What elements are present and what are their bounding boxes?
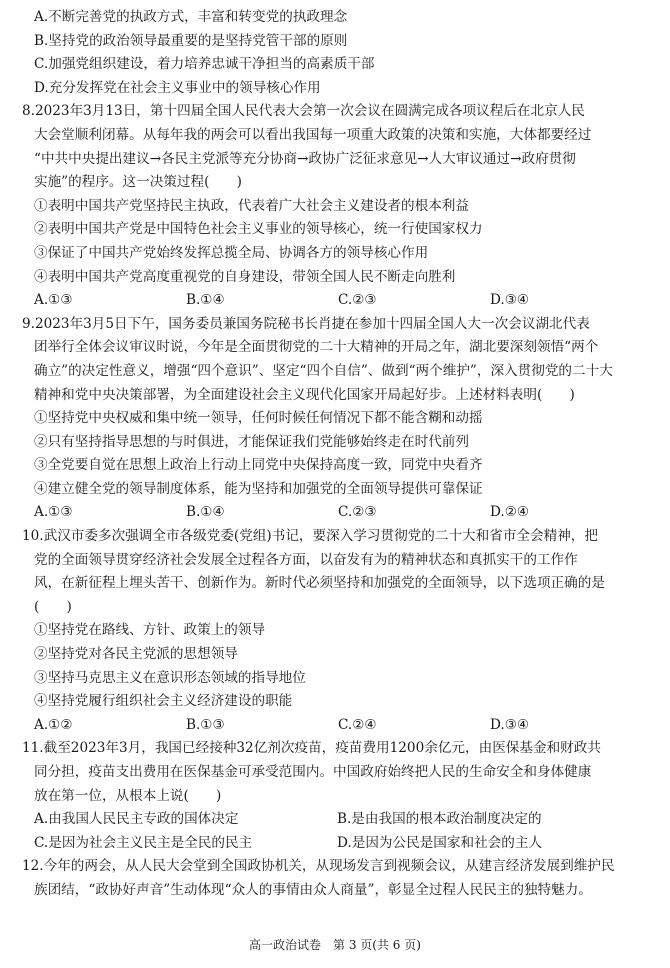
answer-option: D.是因为公民是国家和社会的主人: [337, 834, 543, 851]
statement-item: ②只有坚持指导思想的与时俱进，才能保证我们党能够始终走在时代前列: [34, 433, 469, 450]
question-stem: ( ): [34, 598, 72, 615]
question-stem: 确立”的决定性意义，增强“四个意识”、坚定“四个自信”、做到“两个维护”，深入贯彻党的二十大: [34, 362, 613, 379]
question-stem: 党的全面领导贯穿经济社会发展全过程各方面，以奋发有为的精神状态和真抓实干的工作作: [34, 551, 578, 568]
answer-option: A.由我国人民民主专政的国体决定: [34, 811, 239, 828]
question-11: [22, 737, 656, 855]
question-10: [22, 525, 656, 737]
page-footer: 高一政治试卷 第 3 页(共 6 页): [249, 938, 421, 952]
answer-option: A.①③: [34, 292, 73, 309]
statement-item: ④表明中国共产党高度重视党的自身建设，带领全国人民不断走向胜利: [34, 268, 456, 285]
statement-item: ②坚持党对各民主党派的思想领导: [34, 646, 238, 663]
question-stem: 精神和党中央决策部署，为全面建设社会主义现代化国家开局起好步。上述材料表明( ): [34, 386, 575, 403]
statement-item: ②表明中国共产党是中国特色社会主义事业的领导核心，统一行使国家权力: [34, 221, 483, 238]
statement-item: ①坚持党中央权威和集中统一领导，任何时候任何情况下都不能含糊和动摇: [34, 410, 483, 427]
answer-option: C.是因为社会主义民主是全民的民主: [34, 834, 253, 851]
question-stem: 放在第一位，从根本上说( ): [34, 787, 222, 804]
pre-options: [22, 6, 656, 100]
option-line: A.不断完善党的执政方式，丰富和转变党的执政理念: [34, 9, 348, 25]
statement-item: ①坚持党在路线、方针、政策上的领导: [34, 622, 266, 639]
question-stem: 8.2023年3月13日，第十四届全国人民代表大会第一次会议在圆满完成各项议程后在北京人民: [22, 103, 585, 120]
question-12: [22, 855, 656, 902]
question-stem: 10.武汉市委多次强调全市各级党委(党组)书记，要深入学习贯彻党的二十大和省市全会精神，把: [22, 528, 598, 545]
statement-item: ③保证了中国共产党始终发挥总揽全局、协调各方的领导核心作用: [34, 244, 429, 261]
answer-options: [22, 714, 656, 738]
question-stem: 实施”的程序。这一决策过程( ): [34, 174, 242, 191]
question-stem: 同分担，疫苗支出费用在医保基金可承受范围内。中国政府始终把人民的生命安全和身体健康: [34, 764, 592, 780]
option-line: B.坚持党的政治领导最重要的是坚持党管干部的原则: [34, 32, 348, 49]
answer-options: [22, 289, 656, 313]
question-stem: 团举行全体会议审议时说，今年是全面贯彻党的二十大精神的开局之年，湖北要深刻领悟“两个: [34, 339, 599, 356]
answer-options: [22, 808, 656, 832]
answer-option: D.②④: [490, 504, 530, 521]
answer-option: B.是由我国的根本政治制度决定的: [337, 811, 542, 828]
question-stem: 9.2023年3月5日下午，国务委员兼国务院秘书长肖捷在参加十四届全国人大一次会议湖北代表: [22, 315, 590, 332]
question-stem: 12.今年的两会，从人民大会堂到全国政协机关，从现场发言到视频会议，从建言经济发展到维护民: [22, 858, 615, 875]
question-stem: 大会堂顺利闭幕。从每年我的两会可以看出我国每一项重大政策的决策和实施，大体都要经过: [34, 126, 592, 143]
answer-option: C.②③: [338, 292, 377, 309]
answer-option: C.②④: [338, 716, 377, 733]
question-stem: 风，在新征程上埋头苦干、创新作为。新时代必须坚持和加强党的全面领导，以下选项正确的是: [34, 575, 605, 592]
option-line: C.加强党组织建设，着力培养忠诚干净担当的高素质干部: [34, 56, 375, 73]
question-9: [22, 313, 656, 525]
answer-option: B.①④: [186, 292, 225, 309]
statement-item: ④建立健全党的领导制度体系，能为坚持和加强党的全面领导提供可靠保证: [34, 480, 483, 497]
question-stem: 11.截至2023年3月，我国已经接种32亿剂次疫苗，疫苗费用1200余亿元，由医保基金和财政共: [22, 740, 601, 757]
answer-option: A.①③: [34, 504, 73, 521]
answer-option: C.②③: [338, 504, 377, 521]
option-line: D.充分发挥党在社会主义事业中的领导核心作用: [34, 79, 321, 96]
question-stem: 族团结，“政协好声音”生动体现“众人的事情由众人商量”，彰显全过程人民民主的独特魅力。: [34, 881, 592, 898]
answer-option: A.①②: [34, 716, 73, 733]
statement-item: ③坚持马克思主义在意识形态领域的指导地位: [34, 669, 306, 686]
answer-option: B.①③: [186, 716, 225, 733]
question-stem: “中共中央提出建议→各民主党派等充分协商→政协广泛征求意见→人大审议通过→政府贯彻: [34, 150, 576, 167]
answer-option: D.③④: [490, 716, 530, 733]
answer-options: [22, 832, 656, 856]
answer-option: B.①④: [186, 504, 225, 521]
statement-item: ③全党要自觉在思想上政治上行动上同党中央保持高度一致，同党中央看齐: [34, 457, 483, 474]
answer-option: D.③④: [490, 292, 530, 309]
statement-item: ①表明中国共产党坚持民主执政，代表着广大社会主义建设者的根本利益: [34, 197, 469, 214]
statement-item: ④坚持党履行组织社会主义经济建设的职能: [34, 693, 293, 710]
answer-options: [22, 501, 656, 525]
question-8: [22, 100, 656, 312]
